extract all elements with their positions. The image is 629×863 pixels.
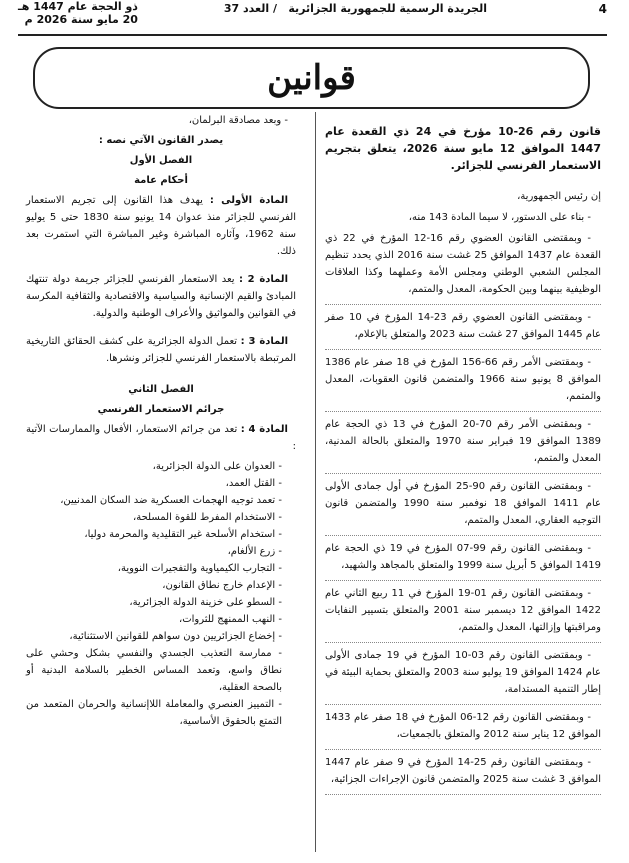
issue-number: / العدد 37	[223, 2, 277, 15]
article-2-label: المادة 2 :	[238, 274, 288, 285]
visa-list	[325, 209, 601, 795]
list-item: - إخضاع الجزائريين دون سواهم للقوانين الاستثنائية،	[69, 631, 282, 642]
visa-item: - وبمقتضى القانون رقم 12-06 المؤرخ في 18 صفر عام 1433 الموافق 12 يناير سنة 2012 والمتعلق بالجمعيات،	[325, 709, 601, 750]
list-item: - التجارب الكيمياوية والتفجيرات النووية،	[117, 563, 282, 574]
article-4-label: المادة 4 :	[240, 424, 288, 435]
hijri-date: ذو الحجة عام 1447 هـ	[18, 0, 138, 13]
article-1-label: المادة الأولى :	[209, 195, 288, 206]
visa-item: - وبمقتضى القانون رقم 25-14 المؤرخ في 9 صفر عام 1447 الموافق 3 غشت سنة 2025 والمتضمن قانون الإجراءات الجزائية،	[325, 754, 601, 795]
section-title-box	[33, 47, 590, 109]
list-item: - العدوان على الدولة الجزائرية،	[152, 461, 282, 472]
list-item: - الإعدام خارج نطاق القانون،	[162, 580, 282, 591]
chapter-2-label: الفصل الثاني	[128, 384, 194, 395]
list-item: - النهب الممنهج للثروات،	[178, 614, 282, 625]
list-item: - زرع الألغام،	[227, 546, 282, 557]
article-2-text: يعد الاستعمار الفرنسي للجزائر جريمة دولة تنتهك المبادئ والقيم الإنسانية والسياسية والاقتصادية والثقافية المكرسة في القوانين والمواثيق والأعراف الوطنية والدولية.	[26, 274, 296, 319]
left-column	[26, 112, 296, 730]
visa-item: - بناء على الدستور، لا سيما المادة 143 منه،	[408, 212, 591, 223]
header-rule	[18, 34, 607, 36]
article-2	[26, 271, 296, 322]
president-line: إن رئيس الجمهورية،	[517, 191, 601, 202]
law-heading: قانون رقم 26-10 مؤرخ في 24 ذي القعدة عام 1447 الموافق 12 مايو سنة 2026، يتعلق بتجريم الاستعمار الفرنسي للجزائر.	[325, 125, 601, 172]
chapter-2-title: جرائم الاستعمار الفرنسي	[97, 404, 225, 415]
article-4	[26, 421, 296, 455]
list-item: - تعمد توجيه الهجمات العسكرية ضد السكان المدنيين،	[60, 495, 282, 506]
gazette-name: الجريدة الرسمية للجمهورية الجزائرية	[288, 2, 487, 15]
visa-item: - وبمقتضى القانون رقم 03-10 المؤرخ في 19 جمادى الأولى عام 1424 الموافق 19 يوليو سنة 2003 والمتعلق بحماية البيئة في إطار التنمية المستدامة،	[325, 647, 601, 705]
visa-item: - وبمقتضى الأمر رقم 70-20 المؤرخ في 13 ذي الحجة عام 1389 الموافق 19 فبراير سنة 1970 والمتعلق بالحالة المدنية، المعدل والمتمم،	[325, 416, 601, 474]
article-3-text: تعمل الدولة الجزائرية على كشف الحقائق التاريخية المرتبطة بالاستعمار الفرنسي للجزائر ونشرها.	[26, 336, 296, 364]
list-item: - الاستخدام المفرط للقوة المسلحة،	[132, 512, 282, 523]
promulgation-line: يصدر القانون الآتي نصه :	[98, 135, 224, 146]
visa-item: - وبمقتضى القانون رقم 99-07 المؤرخ في 19 ذي الحجة عام 1419 الموافق 5 أبريل سنة 1999 والمتعلق بالمجاهد والشهيد،	[325, 540, 601, 581]
list-item: - التمييز العنصري والمعاملة اللاإنسانية والحرمان المتعمد من التمتع بالحقوق الأساسية،	[26, 699, 282, 727]
section-title: قوانين	[267, 58, 356, 98]
article-4-list	[26, 458, 296, 730]
right-column	[325, 112, 601, 799]
article-1-text: يهدف هذا القانون إلى تجريم الاستعمار الفرنسي للجزائر منذ عدوان 14 يونيو سنة 1830 حتى 5 يوليو سنة 1962، وآثاره المباشرة وغير المباشرة التي استمرت بعد ذلك.	[26, 195, 296, 257]
visa-item: - وبمقتضى القانون العضوي رقم 23-14 المؤرخ في 10 صفر عام 1445 الموافق 27 غشت سنة 2023 والمتعلق بالإعلام،	[325, 309, 601, 350]
visa-item: - وبمقتضى القانون العضوي رقم 16-12 المؤرخ في 22 ذي القعدة عام 1437 الموافق 25 غشت سنة 2016 الذي يحدد تنظيم المجلس الشعبي الوطني ومجلس الأمة وعملهما وكذا العلاقات الوظيفية بينهما وبين الحكومة، المعدل والمتمم،	[325, 230, 601, 305]
article-3-label: المادة 3 :	[240, 336, 288, 347]
visa-item: - وبمقتضى القانون رقم 01-19 المؤرخ في 11 ربيع الثاني عام 1422 الموافق 12 ديسمبر سنة 2001 والمتعلق بتسيير النفايات ومراقبتها وإزالتها، المعدل والمتمم،	[325, 585, 601, 643]
chapter-1-label: الفصل الأول	[129, 155, 193, 166]
gregorian-date: 20 مايو سنة 2026 م	[24, 13, 138, 26]
article-4-text: تعد من جرائم الاستعمار، الأفعال والممارسات الآتية :	[26, 424, 296, 452]
parliament-approval: - وبعد مصادقة البرلمان،	[188, 115, 288, 126]
column-divider	[315, 112, 316, 852]
list-item: - استخدام الأسلحة غير التقليدية والمحرمة دوليا،	[84, 529, 282, 540]
chapter-1-title: أحكام عامة	[134, 175, 188, 186]
list-item: - السطو على خزينة الدولة الجزائرية،	[129, 597, 282, 608]
article-1	[26, 192, 296, 260]
visa-item: - وبمقتضى الأمر رقم 66-156 المؤرخ في 18 صفر عام 1386 الموافق 8 يونيو سنة 1966 والمتضمن قانون العقوبات، المعدل والمتمم،	[325, 354, 601, 412]
header-dates	[18, 0, 138, 26]
article-3	[26, 333, 296, 367]
visa-item: - وبمقتضى القانون رقم 90-25 المؤرخ في أول جمادى الأولى عام 1411 الموافق 18 نوفمبر سنة 1990 والمتضمن قانون التوجيه العقاري، المعدل والمتمم،	[325, 478, 601, 536]
list-item: - ممارسة التعذيب الجسدي والنفسي بشكل وحشي على نطاق واسع، وتعمد المساس الخطير بالسلامة البدنية أو بالصحة العقلية،	[26, 648, 282, 693]
page-header	[18, 0, 607, 34]
page-number: 4	[598, 2, 607, 16]
list-item: - القتل العمد،	[225, 478, 282, 489]
